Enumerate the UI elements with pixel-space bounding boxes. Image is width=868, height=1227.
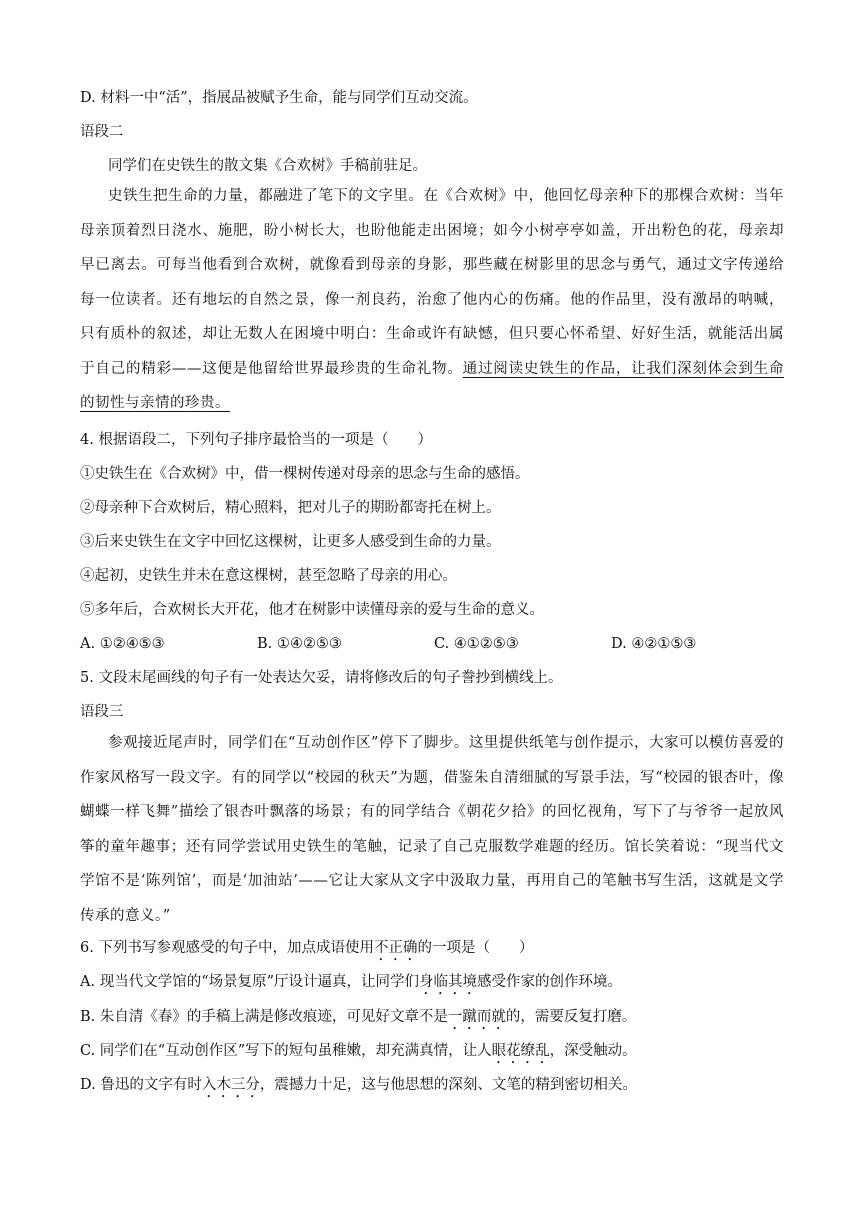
q6-a-pre: A. 现当代文学馆的“场景复原”厅设计逼真，让同学们 <box>80 974 420 990</box>
q4-item-4: ④起初，史铁生并未在意这棵树，甚至忽略了母亲的用心。 <box>80 568 457 584</box>
q6-b-post: 的，需要反复打磨。 <box>505 1009 637 1025</box>
underlined-sentence: 通过阅读史铁生的作品，让我们深刻体会到生命的韧性与亲情的珍贵。 <box>80 360 785 411</box>
q4-stem: 4. 根据语段二，下列句子排序最恰当的一项是（ ） <box>80 432 432 448</box>
q6-d-idiom: 入木三分 <box>201 1077 260 1093</box>
section3-heading: 语段三 <box>80 704 124 720</box>
q3-option-d: D. 材料一中“活”，指展品被赋予生命，能与同学们互动交流。 <box>80 90 478 106</box>
q6-option-a <box>80 972 622 998</box>
q6-d-pre: D. 鲁迅的文字有时 <box>80 1077 202 1093</box>
q6-c-pre: C. 同学们在“互动创作区”写下的短句虽稚嫩，却充满真情，让人 <box>80 1043 492 1059</box>
q6-c-post: ，深受触动。 <box>549 1043 637 1059</box>
section2-intro: 同学们在史铁生的散文集《合欢树》手稿前驻足。 <box>108 158 427 174</box>
q6-a-post: 感受作家的创作环境。 <box>477 974 623 990</box>
q4-item-1: ①史铁生在《合欢树》中，借一棵树传递对母亲的思念与生命的感悟。 <box>80 466 530 482</box>
section2-heading: 语段二 <box>80 124 124 140</box>
q6-option-c <box>80 1041 637 1067</box>
q6-option-d <box>80 1075 637 1101</box>
q6-a-idiom: 身临其境 <box>419 974 478 990</box>
q6-c-idiom: 眼花缭乱 <box>491 1043 550 1059</box>
q4-item-5: ⑤多年后，合欢树长大开花，他才在树影中读懂母亲的爱与生命的意义。 <box>80 602 544 618</box>
q4-option-d: D. ④②①⑤③ <box>611 636 697 652</box>
q6-stem <box>80 938 533 964</box>
section3-body: 参观接近尾声时，同学们在“互动创作区”停下了脚步。这里提供纸笔与创作提示，大家可以模仿喜爱的作家风格写一段文字。有的同学以“校园的秋天”为题，借鉴朱自清细腻的写景手法，写“校园的银杏叶，像蝴蝶一样飞舞”描绘了银杏叶飘落的场景；有的同学结合《朝花夕拾》的回忆视角，写下了与爷爷一起放风筝的童年趣事；还有同学尝试用史铁生的笔触，记录了自己克服数学难题的经历。馆长笑着说：“现当代文学馆不是‘陈列馆’，而是‘加油站’——它让大家从文字中汲取力量，再用自己的笔触书写生活，这就是文学传承的意义。” <box>80 735 784 924</box>
section2-body-text: 史铁生把生命的力量，都融进了笔下的文字里。在《合欢树》中，他回忆母亲种下的那棵合欢树：当年母亲顶着烈日浇水、施肥，盼小树长大，也盼他能走出困境；如今小树亭亭如盖，开出粉色的花，母亲却早已离去。可每当他看到合欢树，就像看到母亲的身影，那些藏在树影里的思念与勇气，通过文字传递给每一位读者。还有地坛的自然之景，像一剂良药，治愈了他内心的伤痛。他的作品里，没有激昂的呐喊，只有质朴的叙述，却让无数人在困境中明白：生命或许有缺憾，但只要心怀希望、好好生活，就能活出属于自己的精彩——这便是他留给世界最珍贵的生命礼物。 <box>80 188 784 377</box>
q6-b-pre: B. 朱自清《春》的手稿上满是修改痕迹，可见好文章不是 <box>80 1009 448 1025</box>
q6-d-post: ，震撼力十足，这与他思想的深刻、文笔的精到密切相关。 <box>259 1077 637 1093</box>
section2-body <box>80 179 784 421</box>
q6-stem-post: 的一项是（ ） <box>417 940 534 956</box>
q6-b-idiom: 一蹴而就 <box>447 1009 506 1025</box>
q6-option-b <box>80 1007 636 1033</box>
q4-item-3: ③后来史铁生在文字中回忆这棵树，让更多人感受到生命的力量。 <box>80 534 501 550</box>
q5-stem: 5. 文段末尾画线的句子有一处表达欠妥，请将修改后的句子誊抄到横线上。 <box>80 670 563 686</box>
q4-option-a: A. ①②④⑤③ <box>80 636 165 652</box>
q6-stem-pre: 6. 下列书写参观感受的句子中，加点成语使用 <box>80 940 374 956</box>
q4-option-b: B. ①④②⑤③ <box>257 636 342 652</box>
q4-option-c: C. ④①②⑤③ <box>434 636 519 652</box>
q4-item-2: ②母亲种下合欢树后，精心照料，把对儿子的期盼都寄托在树上。 <box>80 500 501 516</box>
q6-stem-dotted: 不正确 <box>373 940 418 956</box>
